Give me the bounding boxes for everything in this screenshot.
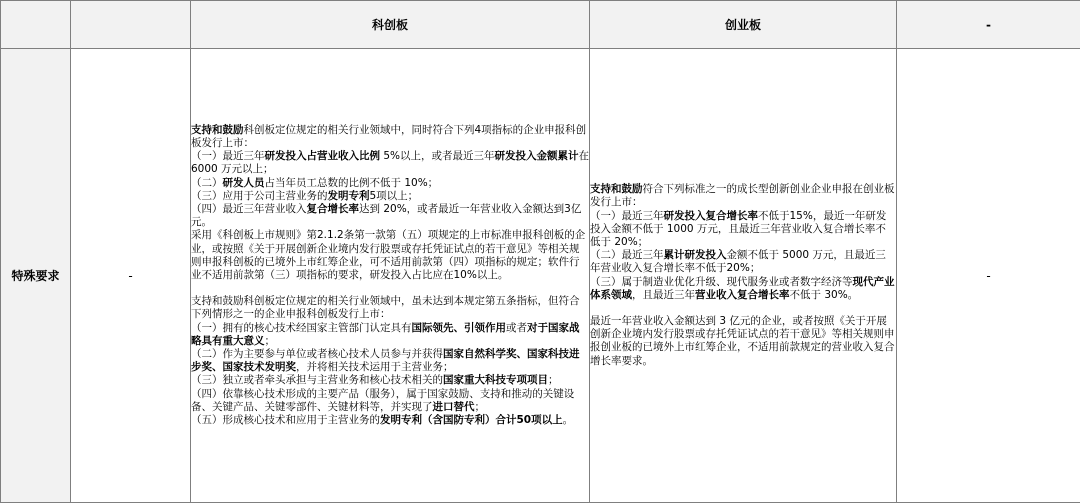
kcb-paragraph: （二）作为主要参与单位或者核心技术人员参与并获得国家自然科学奖、国家科技进步奖、国家技术发明奖，并将相关技术运用于主营业务； (191, 348, 580, 374)
emphasis-text: 现代产业体系领域 (590, 275, 895, 301)
kcb-content (191, 49, 590, 503)
emphasis-text: 国家自然科学奖、国家科技进步奖、国家技术发明奖 (191, 348, 580, 374)
kcb-paragraph: 采用《科创板上市规则》第2.1.2条第一款第（五）项规定的上市标准申报科创板的企业，或按照《关于开展创新企业境内发行股票或存托凭证试点的若干意见》等相关规则申报科创板的已境外上市红筹企业，可不适用前款第（四）项指标的规定；软件行业不适用前款第（三）项指标的要求，研发投入占比应在10%以上。 (191, 229, 586, 281)
emphasis-text: 国际领先、引领作用 (411, 321, 506, 334)
header-corner-cell (1, 1, 71, 49)
dash-right: - (897, 49, 1080, 503)
kcb-paragraph: 支持和鼓励科创板定位规定的相关行业领域中，虽未达到本规定第五条指标，但符合下列情形之一的企业申报科创板发行上市： (191, 295, 580, 321)
cyb-content (590, 49, 897, 503)
kcb-paragraph: 支持和鼓励科创板定位规定的相关行业领域中，同时符合下列4项指标的企业申报科创板发行上市： (191, 123, 587, 149)
emphasis-text: 发明专利（含国防专利）合计50项以上 (380, 414, 563, 427)
cyb-paragraph: （三）属于制造业优化升级、现代服务业或者数字经济等现代产业体系领域，且最近三年营业收入复合增长率不低于 30%。 (590, 275, 895, 301)
kcb-paragraph: （四）依靠核心技术形成的主要产品（服务），属于国家鼓励、支持和推动的关键设备、关键产品、关键零部件、关键材料等，并实现了进口替代； (191, 387, 575, 413)
header-row (1, 1, 1080, 49)
emphasis-text: 研发投入复合增长率 (663, 209, 758, 222)
row-label: 特殊要求 (1, 49, 71, 503)
cyb-paragraph: （二）最近三年累计研发投入金额不低于 5000 万元，且最近三年营业收入复合增长率不低于20%； (590, 249, 886, 275)
kcb-paragraph: （三）应用于公司主营业务的发明专利5项以上； (191, 189, 419, 202)
kcb-paragraph: （一）拥有的核心技术经国家主管部门认定具有国际领先、引领作用或者对于国家战略具有重大意义； (191, 321, 580, 347)
emphasis-text: 研发投入金额累计 (494, 150, 579, 163)
special-requirements-row (1, 49, 1080, 503)
kcb-paragraph: （一）最近三年研发投入占营业收入比例 5%以上，或者最近三年研发投入金额累计在 6000 万元以上； (191, 150, 589, 176)
emphasis-text: 国家重大科技专项项目 (443, 374, 548, 387)
kcb-paragraph: （四）最近三年营业收入复合增长率达到 20%，或者最近一年营业收入金额达到3亿元。 (191, 202, 582, 229)
emphasis-text: 复合增长率 (306, 202, 359, 215)
kcb-paragraph: （三）独立或者牵头承担与主营业务和核心技术相关的国家重大科技专项项目； (191, 374, 559, 387)
header-kcb: 科创板 (191, 1, 590, 49)
emphasis-text: 对于国家战略具有重大意义 (191, 321, 580, 347)
kcb-paragraph: （五）形成核心技术和应用于主营业务的发明专利（含国防专利）合计50项以上。 (191, 414, 574, 427)
cyb-paragraph: 最近一年营业收入金额达到 3 亿元的企业，或者按照《关于开展创新企业境内发行股票或存托凭证试点的若干意见》等相关规则申报创业板的已境外上市红筹企业，不适用前款规定的营业收入复合增长率要求。 (590, 315, 895, 367)
emphasis-text: 支持和鼓励 (590, 183, 643, 196)
emphasis-text: 研发人员 (222, 176, 265, 189)
dash-left: - (71, 49, 191, 503)
emphasis-text: 研发投入占营业收入比例 (264, 150, 380, 163)
header-blank-cell (71, 1, 191, 49)
kcb-paragraph: （二）研发人员占当年员工总数的比例不低于 10%； (191, 176, 439, 189)
header-dash: - (897, 1, 1080, 49)
emphasis-text: 累计研发投入 (663, 249, 727, 262)
emphasis-text: 营业收入复合增长率 (695, 288, 790, 301)
cyb-paragraph: 支持和鼓励符合下列标准之一的成长型创新创业企业申报在创业板发行上市： (590, 183, 895, 209)
emphasis-text: 支持和鼓励 (191, 123, 244, 136)
emphasis-text: 进口替代 (432, 400, 475, 413)
cyb-paragraph: （一）最近三年研发投入复合增长率不低于15%，最近一年研发投入金额不低于 1000 万元，且最近三年营业收入复合增长率不低于 20%； (590, 209, 887, 248)
header-cyb: 创业板 (590, 1, 897, 49)
emphasis-text: 发明专利 (327, 189, 370, 202)
